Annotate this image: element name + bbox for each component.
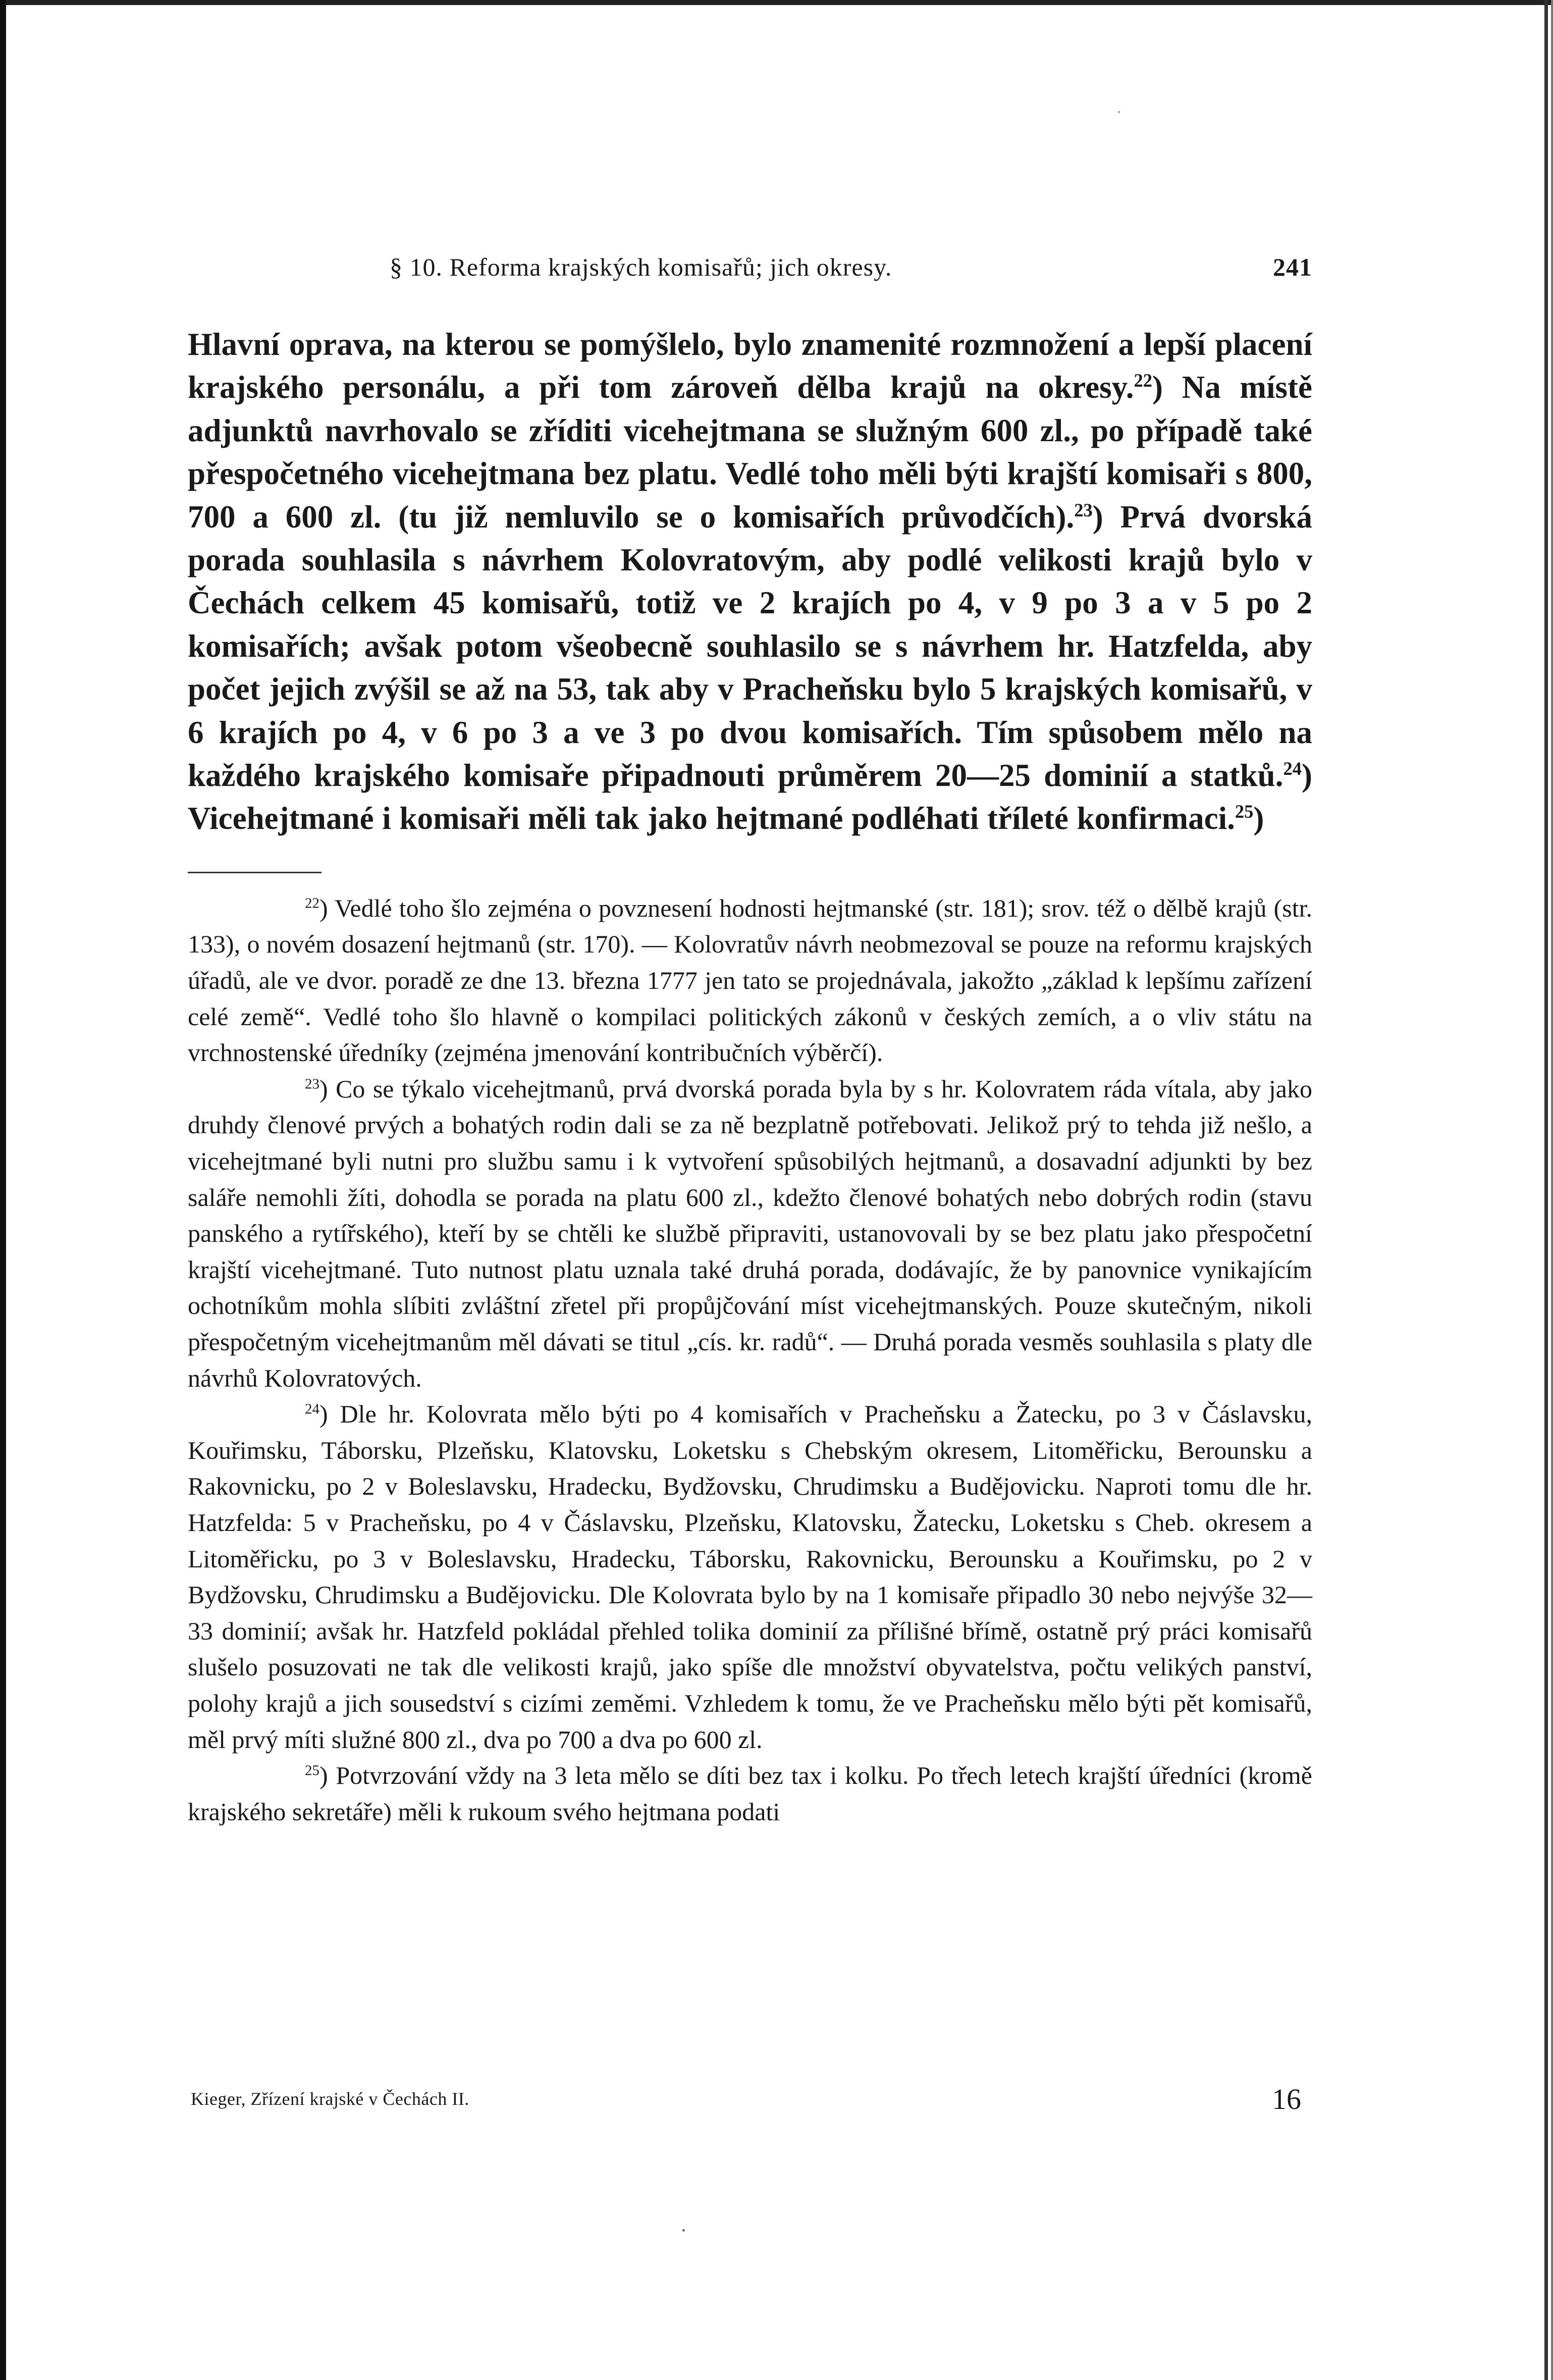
main-text-segment: ) Prvá dvorská porada souhlasila s návrhem Kolovratovým, aby podlé velikosti krajů bylo v Čechách celkem 45 komisařů, totiž ve 2 krajích po 4, v 9 po 3 a v 5 po 2 komisařích; avšak potom všeobecně souhlasilo se s návrhem hr. Hatzfelda, aby počet jejich zvýšil se až na 53, tak aby v Pracheňsku bylo 5 krajských komisařů, v 6 krajích po 4, v 6 po 3 a ve 3 po dvou komisařích. Tím spůsobem mělo na každého krajského komisaře připadnouti průměrem 20—25 dominií a statků. [188,499,1312,794]
scan-speck [682,2229,685,2232]
footnote-ref: 22 [1134,370,1152,391]
footnote-text: ) Vedlé toho šlo zejména o povznesení hodnosti hejtmanské (str. 181); srov. též o dělbě krajů (str. 133), o novém dosazení hejtmanů (str. 170). — Kolovratův návrh neobmezoval se pouze na reformu krajských úřadů, ale ve dvor. poradě ze dne 13. března 1777 jen tato se projednávala, jakožto „základ k lepšímu zařízení celé země“. Vedlé toho šlo hlavně o kompilaci politických zákonů v českých zemích, a o vliv státu na vrchnostenské úředníky (zejména jmenování kontribučních výběrčí). [188,893,1312,1067]
page-number: 241 [1273,253,1312,281]
footnotes [188,890,1312,1830]
footnote-text: ) Potvrzování vždy na 3 leta mělo se díti bez tax i kolku. Po třech letech krajští úředníci (kromě krajského sekretáře) měli k rukoum svého hejtmana podati [188,1761,1312,1826]
scan-border-right [1544,0,1548,2380]
footnote-ref: 23 [1074,499,1093,520]
footnote-25 [188,1758,1312,1830]
scan-border-left [0,0,6,2380]
main-text-segment: ) Na místě adjunktů navrhovalo se zříditi vicehejtmana se služným 600 zl., po případě také přespočetného vicehejtmana bez platu. Vedlé toho měli býti krajští komisaři s 800, 700 a 600 zl. (tu již nemluvilo se o komisařích průvodčích). [188,369,1312,535]
main-paragraph [188,323,1312,840]
running-head-title: § 10. Reforma krajských komisařů; jich okresy. [390,253,892,281]
page-content [188,252,1312,1830]
scan-border-right-outer [1551,0,1553,2380]
footnote-marker: 23 [305,1076,319,1092]
footnote-22 [188,890,1312,1071]
footnote-24 [188,1396,1312,1758]
scan-border-top [0,0,1553,5]
main-text-segment: Hlavní oprava, na kterou se pomýšlelo, bylo znamenité rozmnožení a lepší placení krajského personálu, a při tom zároveň dělba krajů na okresy. [188,327,1312,405]
footnote-23 [188,1071,1312,1396]
footnote-marker: 24 [305,1401,319,1417]
footnote-marker: 25 [305,1762,319,1779]
scan-speck [1118,111,1120,113]
signature-line [191,2082,1312,2123]
footnote-ref: 25 [1235,801,1254,822]
footnote-marker: 22 [305,895,319,912]
main-text-segment: ) Vicehejtmané i komisaři měli tak jako hejtmané podléhati tříleté konfirmaci. [188,758,1312,836]
footnote-separator [188,872,322,873]
running-head [188,252,1312,293]
footnote-text: ) Co se týkalo vicehejtmanů, prvá dvorská porada byla by s hr. Kolovratem ráda vítala, aby jako druhdy členové prvých a bohatých rodin dali se za ně bezplatně potřebovati. Jelikož prý to tehda již nešlo, a vicehejtmané byli nutni pro službu samu i k vytvoření spůsobilých hejtmanů, a dosavadní adjunkti by bez saláře nemohli žíti, dohodla se porada na platu 600 zl., kdežto členové bohatých nebo dobrých rodin (stavu panského a rytířského), kteří by se chtěli ke službě připraviti, ustanovovali by se bez platu jako přespočetní krajští vicehejtmané. Tuto nutnost platu uznala také druhá porada, dodávajíc, že by panovnice vynikajícím ochotníkům mohla slíbiti zvláštní zřetel při propůjčování míst vicehejtmanských. Pouze skutečným, nikoli přespočetným vicehejtmanům měl dávati se titul „cís. kr. radů“. — Druhá porada vesměs souhlasila s platy dle návrhů Kolovratových. [188,1074,1312,1392]
footnote-text: ) Dle hr. Kolovrata mělo býti po 4 komisařích v Pracheňsku a Žatecku, po 3 v Čáslavsku, Kouřimsku, Táborsku, Plzeňsku, Klatovsku, Loketsku s Chebským okresem, Litoměřicku, Berounsku a Rakovnicku, po 2 v Boleslavsku, Hradecku, Bydžovsku, Chrudimsku a Budějovicku. Naproti tomu dle hr. Hatzfelda: 5 v Pracheňsku, po 4 v Čáslavsku, Plzeňsku, Klatovsku, Žatecku, Loketsku s Cheb. okresem a Litoměřicku, po 3 v Boleslavsku, Hradecku, Táborsku, Rakovnicku, Berounsku a Kouřimsku, po 2 v Bydžovsku, Chrudimsku a Budějovicku. Dle Kolovrata bylo by na 1 komisaře připadlo 30 nebo nejvýše 32—33 dominií; avšak hr. Hatzfeld pokládal přehled tolika dominií za přílišné břímě, ostatně prý práci komisařů slušelo posuzovati ne tak dle velikosti krajů, jako spíše dle množství obyvatelstva, počtu velikých panství, polohy krajů a jich sousedství s cizími zeměmi. Vzhledem k tomu, že ve Pracheňsku mělo býti pět komisařů, měl prvý míti služné 800 zl., dva po 700 a dva po 600 zl. [188,1400,1312,1754]
footnote-ref: 24 [1283,758,1302,779]
printer-signature: Kieger, Zřízení krajské v Čechách II. [191,2089,469,2109]
sheet-number: 16 [1272,2083,1301,2115]
main-text-segment: ) [1253,801,1264,836]
